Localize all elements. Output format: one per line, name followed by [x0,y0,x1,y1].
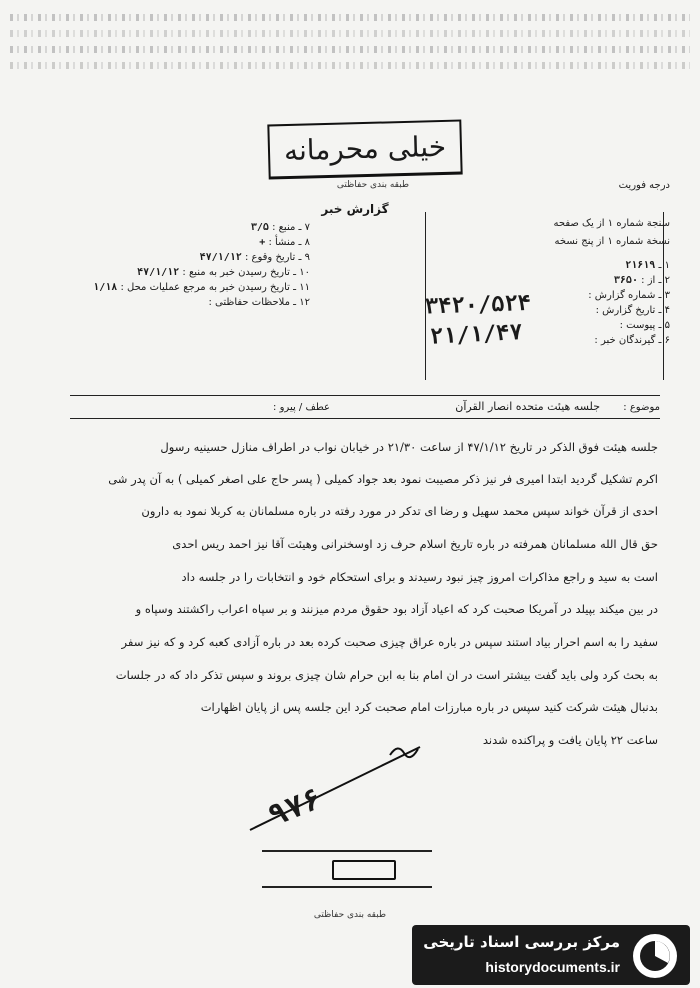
page-count-info: سنجة شماره ۱ از یک صفحه [553,218,670,229]
field-value: ۲۱۶۱۹ [625,260,656,271]
field-row [70,267,310,282]
subject-separator [70,418,660,419]
field-label: ۱۱ ـ تاریخ رسیدن خبر به مرجع عملیات محل : [120,282,310,293]
bottom-stamp-mark [332,860,396,880]
report-title: گزارش خبر [321,202,389,216]
header-separator [70,395,660,396]
priority-label: درجه فوریت [618,180,670,191]
archive-logo-url: historydocuments.ir [485,959,620,975]
handwritten-report-number: ۳۴۲۰/۵۲۴ [424,290,532,320]
subject-value: جلسه هیئت متحده انصار القرآن [455,400,600,413]
body-line: به بحث کرد ولی باید گفت بیشتر است در ان امام بنا به ابن حرام شان چیزی بروند و سپس تذکر داد که در جلسات [115,668,658,682]
field-row [470,275,670,290]
field-label: ۵ ـ پیوست : [619,320,670,331]
bottom-stamp-box [262,850,432,888]
field-label: ۴ ـ تاریخ گزارش : [595,305,670,316]
field-value: ۳۶۵۰ [613,275,638,286]
field-label: ۱۰ ـ تاریخ رسیدن خبر به منبع : [182,267,310,278]
field-row [70,252,310,267]
body-line: اکرم تشکیل گردید ابتدا امیری فر نیز ذکر مصیبت نمود بعد جواد کمیلی ( پسر حاج علی اصغر کمیلی ) به آن پدر شی [108,472,658,486]
left-fields [70,222,310,312]
field-label: ۶ ـ گیرندگان خبر : [594,335,670,346]
column-divider [425,212,426,380]
field-value: ۳/۵ [250,222,269,233]
field-label: ۱۲ ـ ملاحظات حفاظتی : [208,297,310,308]
classification-caption: طبقه بندی حفاظتی [336,180,410,190]
copy-count-info: نسخة شماره ۱ از پنج نسخه [554,236,670,247]
field-label: ۷ ـ منبع : [272,222,310,233]
body-line: احدی از قرآن خواند سپس محمد سهیل و رضا ای تدکر در مورد رفته در باره مسلمانان به کربلا نمود به دارون [141,504,658,518]
field-value: + [259,237,266,248]
body-line: در بین میکند بپیلد در آمریکا صحبت کرد که اعیاد آزاد بود حقوق مردم میزنند و بر سپاه اعراب راکشتند وسپاه و [135,602,658,616]
field-value: ۱/۱۸ [93,282,118,293]
subject-label: موضوع : [623,402,660,413]
field-label: ۸ ـ منشأ : [268,237,310,248]
field-row [70,297,310,312]
body-line: بدنبال هیئت شرکت کنید سپس در باره مبارزات امام صحبت کرد این جلسه پس از پایان اظهارات [200,700,658,714]
body-line: است به سید و راجع مذاکرات امروز چیز نبود رسیدند و برای استحکام خود و انتخابات را در جلسه داد [181,570,658,584]
body-line: سفید را به اسم احرار بیاد استند سپس در باره عراق چیزی صحبت کرده بعد در باره آزادی کعبه کرد و که نیز سفر [121,635,658,649]
field-row [70,237,310,252]
body-line: ساعت ۲۲ پایان یافت و پراکنده شدند [482,733,658,747]
field-label: ۲ ـ از : [641,275,670,286]
field-value: ۴۷/۱/۱۲ [199,252,242,263]
classification-stamp: خیلی محرمانه [267,119,462,179]
field-row [70,282,310,297]
field-label: ۱ ـ [658,260,670,271]
signature-scribble [240,735,440,845]
field-value: ۴۷/۱/۱۲ [137,267,180,278]
archive-logo [412,925,690,985]
field-row [470,260,670,275]
body-line: جلسه هیئت فوق الذکر در تاریخ ۴۷/۱/۱۲ از ساعت ۲۱/۳۰ در خیابان نواب در اطراف منازل حسینیه رسول [160,440,658,454]
attachment-label: عطف / پیرو : [273,402,330,413]
field-label: ۹ ـ تاریخ وقوع : [244,252,310,263]
footer-classification-caption: طبقه بندی حفاظتی [313,910,387,920]
handwritten-report-date: ۲۱/۱/۴۷ [429,320,524,350]
archive-emblem-icon [630,931,680,981]
column-divider [663,212,664,380]
field-row [70,222,310,237]
handwritten-signature-number: ۹۷۶ [263,781,327,834]
archive-logo-name: مرکز بررسی اسناد تاریخی [423,933,620,951]
scan-noise [0,0,700,90]
body-line: حق قال الله مسلمانان همرفته در باره تاریخ اسلام حرف زد اوسخنرانی وهیئت آقا نیز احمد ریس احدی [172,537,658,551]
field-label: ۳ ـ شماره گزارش : [588,290,670,301]
